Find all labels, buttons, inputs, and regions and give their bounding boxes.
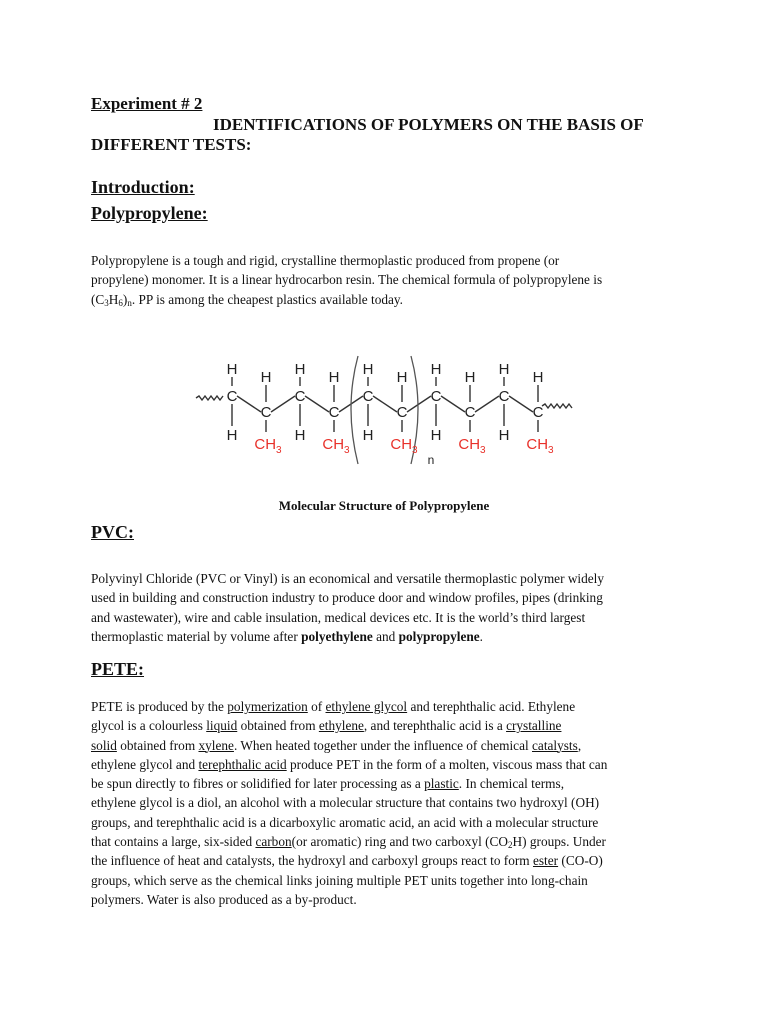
carbon-atom-label: C	[532, 404, 544, 421]
formula-subscript: 2	[508, 840, 513, 851]
link-solid[interactable]: solid	[91, 737, 117, 753]
methyl-group-label: $CH_3$	[322, 436, 350, 456]
carbon-atom-label: C	[430, 388, 442, 405]
link-polymerization[interactable]: polymerization	[227, 699, 308, 714]
link-ethylene-glycol[interactable]: ethylene glycol	[325, 699, 408, 714]
atom-labels	[227, 361, 554, 467]
text-run: glycol is a colourless	[91, 718, 207, 734]
link-ethylene[interactable]: ethylene	[318, 718, 364, 734]
experiment-number: Experiment # 2	[91, 94, 203, 113]
text-run: .	[479, 628, 483, 644]
text-run: (CO-O)	[558, 853, 603, 869]
hydrogen-atom-label: H	[532, 369, 544, 386]
document-title-line-2: DIFFERENT TESTS:	[91, 135, 252, 154]
link-ester[interactable]: ester	[532, 853, 559, 869]
text-run: . In chemical terms,	[458, 776, 565, 792]
link-liquid[interactable]: liquid	[206, 718, 238, 734]
paragraph-line	[91, 851, 681, 870]
text-run: that contains a large, six-sided	[91, 834, 256, 850]
hydrogen-atom-label: H	[362, 361, 374, 378]
carbon-atom-label: C	[294, 388, 306, 405]
backbone-bond	[407, 396, 431, 412]
methyl-group-label: $CH_3$	[390, 436, 418, 456]
paragraph-line: ethylene glycol is a diol, an alcohol with a molecular structure that contains two hydroxyl (OH)	[91, 795, 600, 811]
paragraph-line: groups, and terephthalic acid is a dicarboxylic aromatic acid, an acid with a molecular structure	[91, 814, 599, 830]
hydrogen-atom-label: H	[396, 369, 408, 386]
link-crystalline[interactable]: crystalline	[506, 718, 562, 734]
paragraph-line: polymers. Water is also produced as a by-product.	[91, 891, 357, 907]
pvc-heading: PVC:	[91, 522, 134, 542]
text-run: obtained from	[116, 737, 199, 753]
paragraph-line	[91, 290, 681, 309]
link-carbon[interactable]: carbon	[255, 834, 292, 850]
hydrogen-atom-label: H	[362, 427, 374, 444]
introduction-heading: Introduction:	[91, 177, 195, 197]
bond-lines	[196, 377, 572, 432]
formula-subscript: 6	[118, 297, 123, 308]
backbone-bond	[441, 396, 465, 412]
text-run: H) groups. Under	[512, 834, 606, 850]
backbone-bond	[237, 396, 261, 412]
link-catalysts[interactable]: catalysts	[532, 737, 578, 753]
hydrogen-atom-label: H	[294, 361, 306, 378]
paragraph-line	[91, 697, 681, 716]
methyl-group-label: $CH_3$	[254, 436, 282, 456]
hydrogen-atom-label: H	[430, 427, 442, 444]
text-run: and	[372, 628, 399, 644]
polypropylene-heading: Polypropylene:	[91, 203, 208, 223]
methyl-group-label: $CH_3$	[458, 436, 486, 456]
text-run: and terephthalic acid. Ethylene	[407, 699, 576, 714]
paragraph-line: Polyvinyl Chloride (PVC or Vinyl) is an economical and versatile thermoplastic polymer widely	[91, 571, 605, 586]
backbone-bond	[305, 396, 329, 412]
formula-rest: . PP is among the cheapest plastics available today.	[131, 291, 404, 307]
hydrogen-atom-label: H	[498, 427, 510, 444]
methyl-group-label: $CH_3$	[526, 436, 554, 456]
carbon-atom-label: C	[226, 388, 238, 405]
hydrogen-atom-label: H	[430, 361, 442, 378]
paragraph-line: groups, which serve as the chemical links joining multiple PET units together into long-chain	[91, 872, 588, 888]
wavy-chain-end-right	[542, 404, 572, 408]
formula-subscript: n	[127, 297, 132, 308]
carbon-atom-label: C	[464, 404, 476, 421]
formula-text: H	[108, 291, 119, 307]
text-run: be spun directly to fibres or solidified for later processing as a	[91, 776, 425, 792]
hydrogen-atom-label: H	[226, 427, 238, 444]
carbon-atom-label: C	[498, 388, 510, 405]
carbon-atom-label: C	[328, 404, 340, 421]
text-run: . When heated together under the influence of chemical	[233, 737, 533, 753]
hydrogen-atom-label: H	[226, 361, 238, 378]
text-run: ethylene glycol and	[91, 756, 199, 772]
pvc-paragraph	[91, 569, 681, 646]
wavy-chain-end-left	[196, 396, 223, 400]
backbone-bond	[373, 396, 397, 412]
hydrogen-atom-label: H	[328, 369, 340, 386]
left-repeat-bracket	[351, 356, 358, 464]
text-run: produce PET in the form of a molten, viscous mass that can	[286, 756, 608, 772]
link-terephthalic-acid[interactable]: terephthalic acid	[198, 756, 287, 772]
paragraph-line: and wastewater), wire and cable insulation, medical devices etc. It is the world’s third largest	[91, 609, 586, 625]
paragraph-line: propylene) monomer. It is a linear hydrocarbon resin. The chemical formula of polypropylene is	[91, 272, 603, 288]
backbone-bond	[271, 396, 295, 412]
paragraph-line	[91, 755, 681, 774]
paragraph-line	[91, 774, 681, 793]
polypropylene-paragraph	[91, 251, 681, 309]
formula-subscript: 3	[104, 297, 109, 308]
paragraph-line: used in building and construction industry to produce door and window profiles, pipes (drinking	[91, 590, 603, 606]
carbon-atom-label: C	[260, 404, 272, 421]
carbon-atom-label: C	[396, 404, 408, 421]
bold-term-polyethylene: polyethylene	[301, 628, 373, 644]
pete-heading: PETE:	[91, 659, 145, 679]
text-run: the influence of heat and catalysts, the hydroxyl and carboxyl groups react to form	[91, 853, 533, 869]
text-run: ,	[577, 737, 582, 753]
formula-text: (C	[91, 291, 105, 307]
repeat-count-label: n	[427, 453, 435, 467]
link-xylene[interactable]: xylene	[198, 737, 234, 753]
paragraph-line	[91, 627, 681, 646]
text-run: obtained from	[237, 718, 319, 734]
text-run: thermoplastic material by volume after	[91, 628, 302, 644]
text-run: PETE is produced by the	[91, 699, 228, 714]
figure-caption: Molecular Structure of Polypropylene	[278, 498, 490, 513]
polypropylene-structure-diagram	[190, 352, 580, 476]
backbone-bond	[509, 396, 533, 412]
document-title-line-1: IDENTIFICATIONS OF POLYMERS ON THE BASIS OF	[213, 115, 644, 134]
pete-paragraph	[91, 697, 681, 909]
hydrogen-atom-label: H	[498, 361, 510, 378]
text-run: , and terephthalic acid is a	[363, 718, 507, 734]
hydrogen-atom-label: H	[260, 369, 272, 386]
carbon-atom-label: C	[362, 388, 374, 405]
text-run: (or aromatic) ring and two carboxyl (CO	[291, 834, 509, 850]
paragraph-line	[91, 736, 681, 755]
text-run: of	[307, 699, 326, 714]
bold-term-polypropylene: polypropylene	[398, 628, 480, 644]
link-plastic[interactable]: plastic	[424, 776, 459, 792]
formula-text: )	[122, 291, 128, 307]
paragraph-line	[91, 716, 681, 735]
backbone-bond	[475, 396, 499, 412]
hydrogen-atom-label: H	[464, 369, 476, 386]
paragraph-line	[91, 832, 681, 851]
hydrogen-atom-label: H	[294, 427, 306, 444]
paragraph-line: Polypropylene is a tough and rigid, crystalline thermoplastic produced from propene (or	[91, 253, 560, 268]
